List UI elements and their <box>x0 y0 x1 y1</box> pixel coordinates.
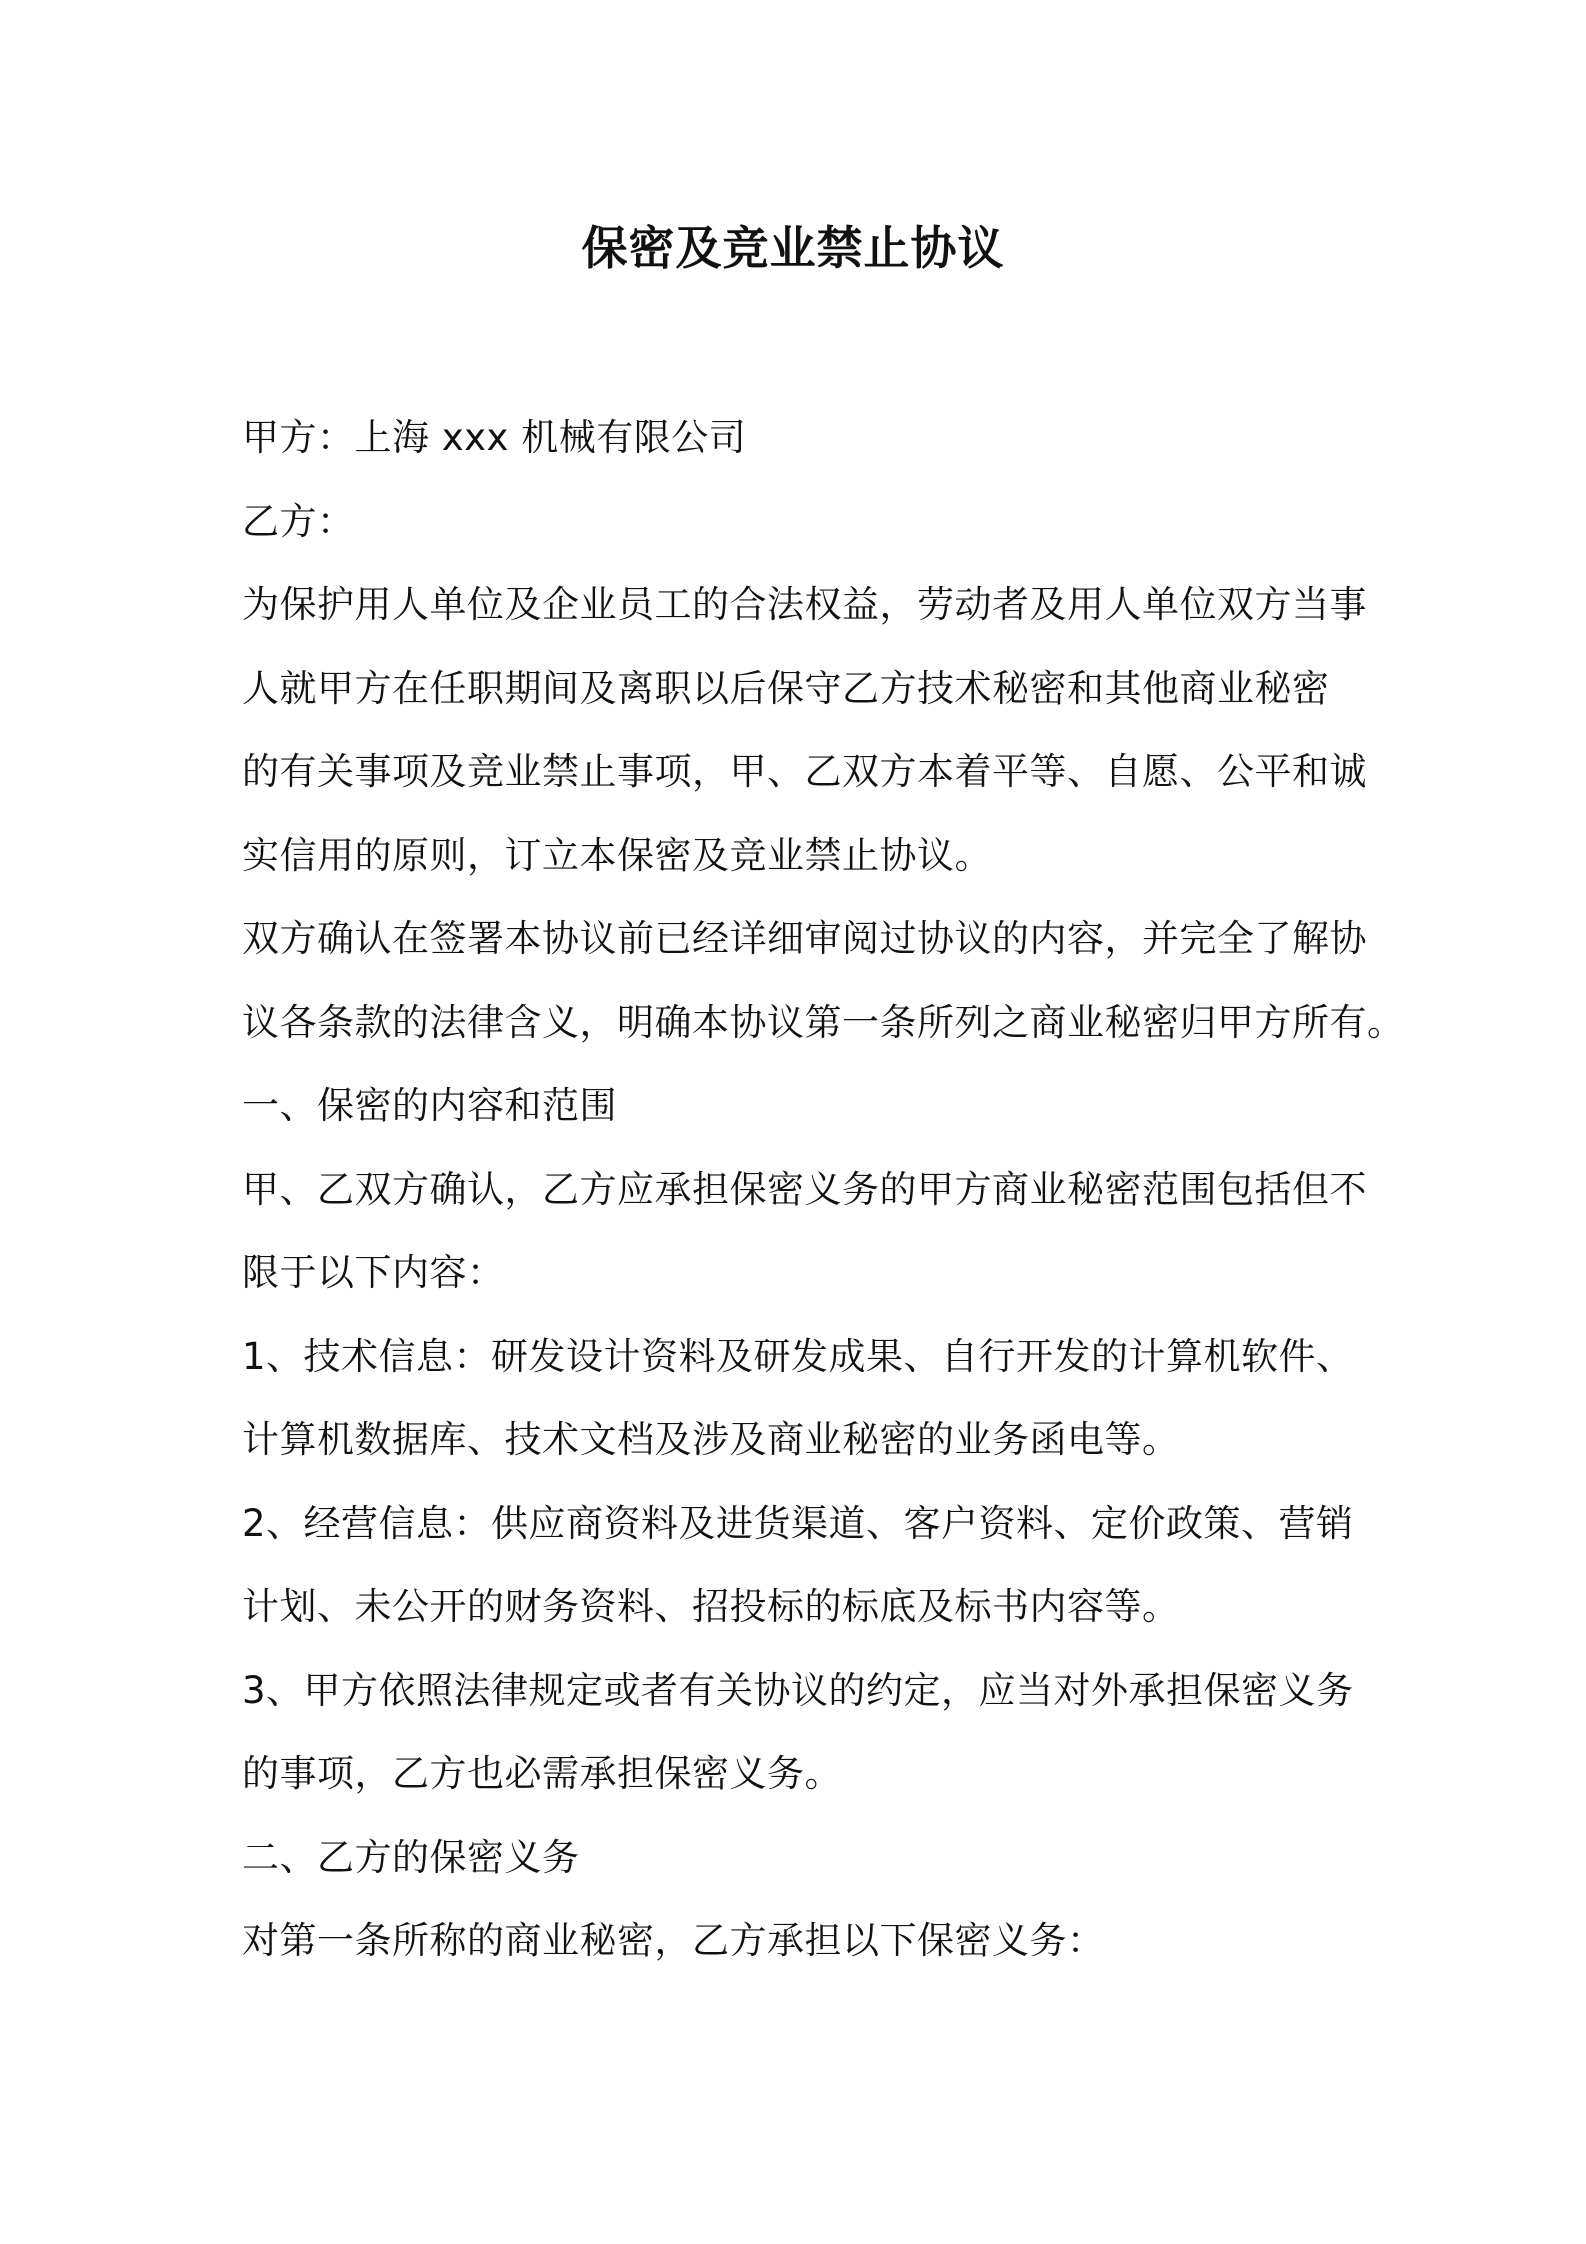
preamble-line: 为保护用人单位及企业员工的合法权益，劳动者及用人单位双方当事 <box>242 583 1367 626</box>
section-2-paragraph-line: 对第一条所称的商业秘密，乙方承担以下保密义务： <box>242 1919 1105 1962</box>
list-item-3-line: 的事项，乙方也必需承担保密义务。 <box>242 1752 842 1795</box>
confirmation-line: 双方确认在签署本协议前已经详细审阅过协议的内容，并完全了解协 <box>242 917 1367 960</box>
preamble-line: 人就甲方在任职期间及离职以后保守乙方技术秘密和其他商业秘密 <box>242 666 1330 710</box>
section-heading-1: 一、保密的内容和范围 <box>242 1084 617 1127</box>
section-1-paragraph-line: 甲、乙双方确认，乙方应承担保密义务的甲方商业秘密范围包括但不 <box>242 1167 1367 1211</box>
list-item-1-line: 1、技术信息：研发设计资料及研发成果、自行开发的计算机软件、 <box>242 1334 1354 1378</box>
list-item-2-line: 计划、未公开的财务资料、招投标的标底及标书内容等。 <box>242 1585 1180 1628</box>
list-item-3-line: 3、甲方依照法律规定或者有关协议的约定，应当对外承担保密义务 <box>242 1668 1354 1712</box>
list-item-2-line: 2、经营信息：供应商资料及进货渠道、客户资料、定价政策、营销 <box>242 1501 1354 1545</box>
party-b-line: 乙方： <box>242 499 355 543</box>
section-1-paragraph-line: 限于以下内容： <box>242 1251 505 1294</box>
section-heading-2: 二、乙方的保密义务 <box>242 1835 580 1879</box>
party-a-line: 甲方：上海 xxx 机械有限公司 <box>242 416 747 459</box>
document-body <box>242 396 1405 1983</box>
document-title: 保密及竞业禁止协议 <box>581 221 1005 275</box>
confirmation-line: 议各条款的法律含义，明确本协议第一条所列之商业秘密归甲方所有。 <box>242 1000 1405 1044</box>
list-item-1-line: 计算机数据库、技术文档及涉及商业秘密的业务函电等。 <box>242 1418 1180 1461</box>
preamble-line: 的有关事项及竞业禁止事项，甲、乙双方本着平等、自愿、公平和诚 <box>242 750 1367 793</box>
preamble-line: 实信用的原则，订立本保密及竞业禁止协议。 <box>242 833 992 877</box>
